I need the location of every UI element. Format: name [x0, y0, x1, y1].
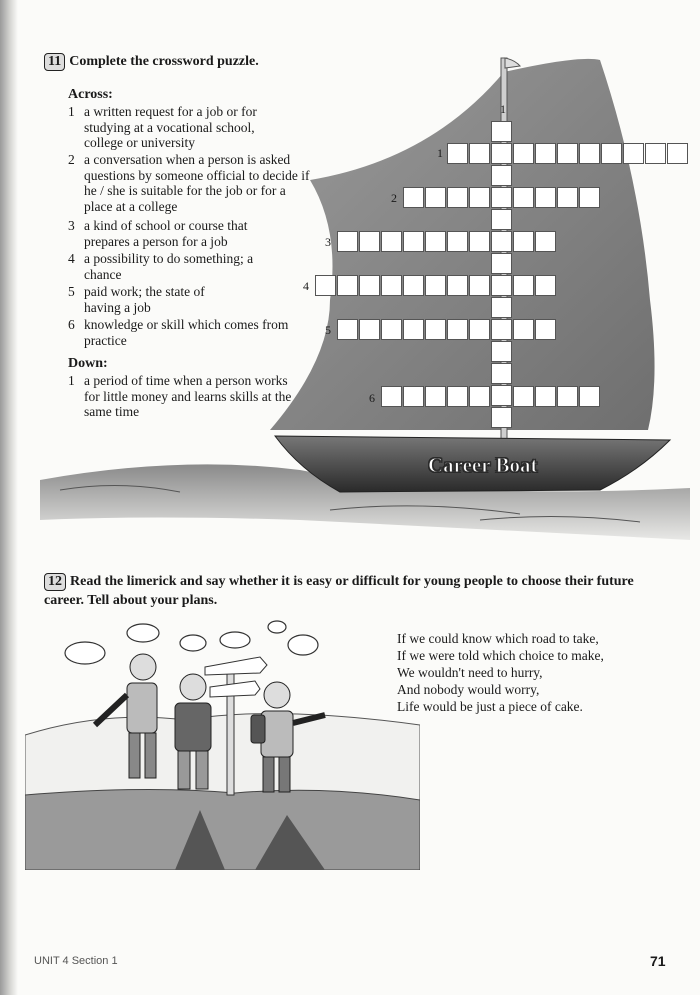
sign-board-2	[210, 681, 260, 697]
task-12-header	[44, 572, 674, 609]
crossword-cell-down[interactable]	[491, 319, 512, 340]
crossword-cell-down[interactable]	[491, 363, 512, 384]
crossword-cell-across-4[interactable]	[359, 275, 380, 296]
crossword-cell-down[interactable]	[491, 385, 512, 406]
crossword-cell-across-4[interactable]	[315, 275, 336, 296]
crossword-cell-across-6[interactable]	[535, 386, 556, 407]
crossword-cell-down[interactable]	[491, 297, 512, 318]
hikers-crossroads-illustration	[25, 615, 420, 870]
crossword-cell-down[interactable]	[491, 165, 512, 186]
crossword-number-across-2: 2	[391, 191, 397, 205]
page-number: 71	[650, 953, 666, 969]
crossword-cell-across-1[interactable]	[557, 143, 578, 164]
crossword-cell-across-2[interactable]	[557, 187, 578, 208]
crossword-cell-across-4[interactable]	[425, 275, 446, 296]
crossword-cell-down[interactable]	[491, 209, 512, 230]
crossword-cell-across-5[interactable]	[337, 319, 358, 340]
crossword-cell-across-3[interactable]	[447, 231, 468, 252]
crossword-cell-across-1[interactable]	[579, 143, 600, 164]
crossword-cell-across-5[interactable]	[381, 319, 402, 340]
crossword-number-across-3: 3	[325, 235, 331, 249]
crossword-cell-across-3[interactable]	[359, 231, 380, 252]
poem-line-3: We wouldn't need to hurry,	[397, 665, 543, 680]
crossword-cell-across-6[interactable]	[425, 386, 446, 407]
crossword-cell-across-4[interactable]	[403, 275, 424, 296]
crossword-cell-across-1[interactable]	[667, 143, 688, 164]
crossword-cell-across-4[interactable]	[469, 275, 490, 296]
crossword-cell-across-5[interactable]	[359, 319, 380, 340]
crossword-cell-across-2[interactable]	[579, 187, 600, 208]
crossword-cell-across-5[interactable]	[469, 319, 490, 340]
crossword-cell-across-2[interactable]	[513, 187, 534, 208]
crossword-cell-across-5[interactable]	[447, 319, 468, 340]
task-11-number: 11	[44, 53, 65, 71]
crossword-cell-across-1[interactable]	[469, 143, 490, 164]
crossword-cell-across-3[interactable]	[403, 231, 424, 252]
clouds	[65, 621, 318, 664]
crossword-cell-across-2[interactable]	[425, 187, 446, 208]
crossword-cell-across-1[interactable]	[645, 143, 666, 164]
crossword-cell-across-5[interactable]	[403, 319, 424, 340]
crossword-cell-across-4[interactable]	[513, 275, 534, 296]
poem-line-4: And nobody would worry,	[397, 682, 540, 697]
crossword-cell-across-1[interactable]	[513, 143, 534, 164]
crossword-cell-across-6[interactable]	[469, 386, 490, 407]
crossword-cell-across-4[interactable]	[535, 275, 556, 296]
crossword-number-down-1: 1	[500, 102, 506, 116]
crossword-cell-across-1[interactable]	[535, 143, 556, 164]
crossword-cell-down[interactable]	[491, 143, 512, 164]
flag	[505, 58, 520, 68]
crossword-cell-across-1[interactable]	[447, 143, 468, 164]
poem-line-1: If we could know which road to take,	[397, 631, 599, 646]
crossword-cell-across-2[interactable]	[535, 187, 556, 208]
crossword-cell-across-5[interactable]	[513, 319, 534, 340]
footer-unit-label: UNIT 4 Section 1	[34, 955, 118, 967]
crossword-cell-across-3[interactable]	[513, 231, 534, 252]
crossword-cell-across-3[interactable]	[381, 231, 402, 252]
task-11-title: Complete the crossword puzzle.	[69, 54, 259, 69]
crossword-cell-down[interactable]	[491, 231, 512, 252]
crossword-cell-across-1[interactable]	[623, 143, 644, 164]
crossword-number-across-1: 1	[437, 146, 443, 160]
task-12-title: Read the limerick and say whether it is easy or difficult for young people to choose their future career. Tell about your plans.	[44, 574, 634, 608]
crossword-cell-down[interactable]	[491, 121, 512, 142]
crossword-cell-down[interactable]	[491, 187, 512, 208]
crossword-cell-across-3[interactable]	[337, 231, 358, 252]
crossword-cell-across-5[interactable]	[535, 319, 556, 340]
crossword-cell-across-5[interactable]	[425, 319, 446, 340]
crossword-cell-across-6[interactable]	[447, 386, 468, 407]
crossword-cell-across-2[interactable]	[447, 187, 468, 208]
crossword-cell-across-4[interactable]	[337, 275, 358, 296]
across-heading: Across:	[68, 87, 113, 102]
crossword-cell-across-6[interactable]	[381, 386, 402, 407]
crossword-cell-across-2[interactable]	[469, 187, 490, 208]
task-12-number: 12	[44, 573, 66, 591]
crossword-cell-across-6[interactable]	[557, 386, 578, 407]
crossword-cell-across-3[interactable]	[425, 231, 446, 252]
down-heading: Down:	[68, 356, 108, 371]
crossword-cell-down[interactable]	[491, 407, 512, 428]
crossword-number-across-4: 4	[303, 279, 309, 293]
crossword-cell-across-6[interactable]	[403, 386, 424, 407]
boat-label: Career Boat	[428, 453, 538, 477]
crossword-cell-down[interactable]	[491, 253, 512, 274]
crossword-cell-down[interactable]	[491, 275, 512, 296]
cliff-ground	[25, 789, 420, 870]
poem-line-2: If we were told which choice to make,	[397, 648, 604, 663]
crossword-cell-across-3[interactable]	[535, 231, 556, 252]
poem-line-5: Life would be just a piece of cake.	[397, 699, 583, 714]
crossword-cell-across-4[interactable]	[447, 275, 468, 296]
crossword-cell-across-2[interactable]	[403, 187, 424, 208]
crossword-cell-across-6[interactable]	[579, 386, 600, 407]
sign-board-1	[205, 657, 267, 675]
crossword-cell-down[interactable]	[491, 341, 512, 362]
crossword-number-across-6: 6	[369, 391, 375, 405]
crossword-cell-across-1[interactable]	[601, 143, 622, 164]
crossword-cell-across-4[interactable]	[381, 275, 402, 296]
crossword-number-across-5: 5	[325, 323, 331, 337]
crossword-cell-across-6[interactable]	[513, 386, 534, 407]
crossword-cell-across-3[interactable]	[469, 231, 490, 252]
